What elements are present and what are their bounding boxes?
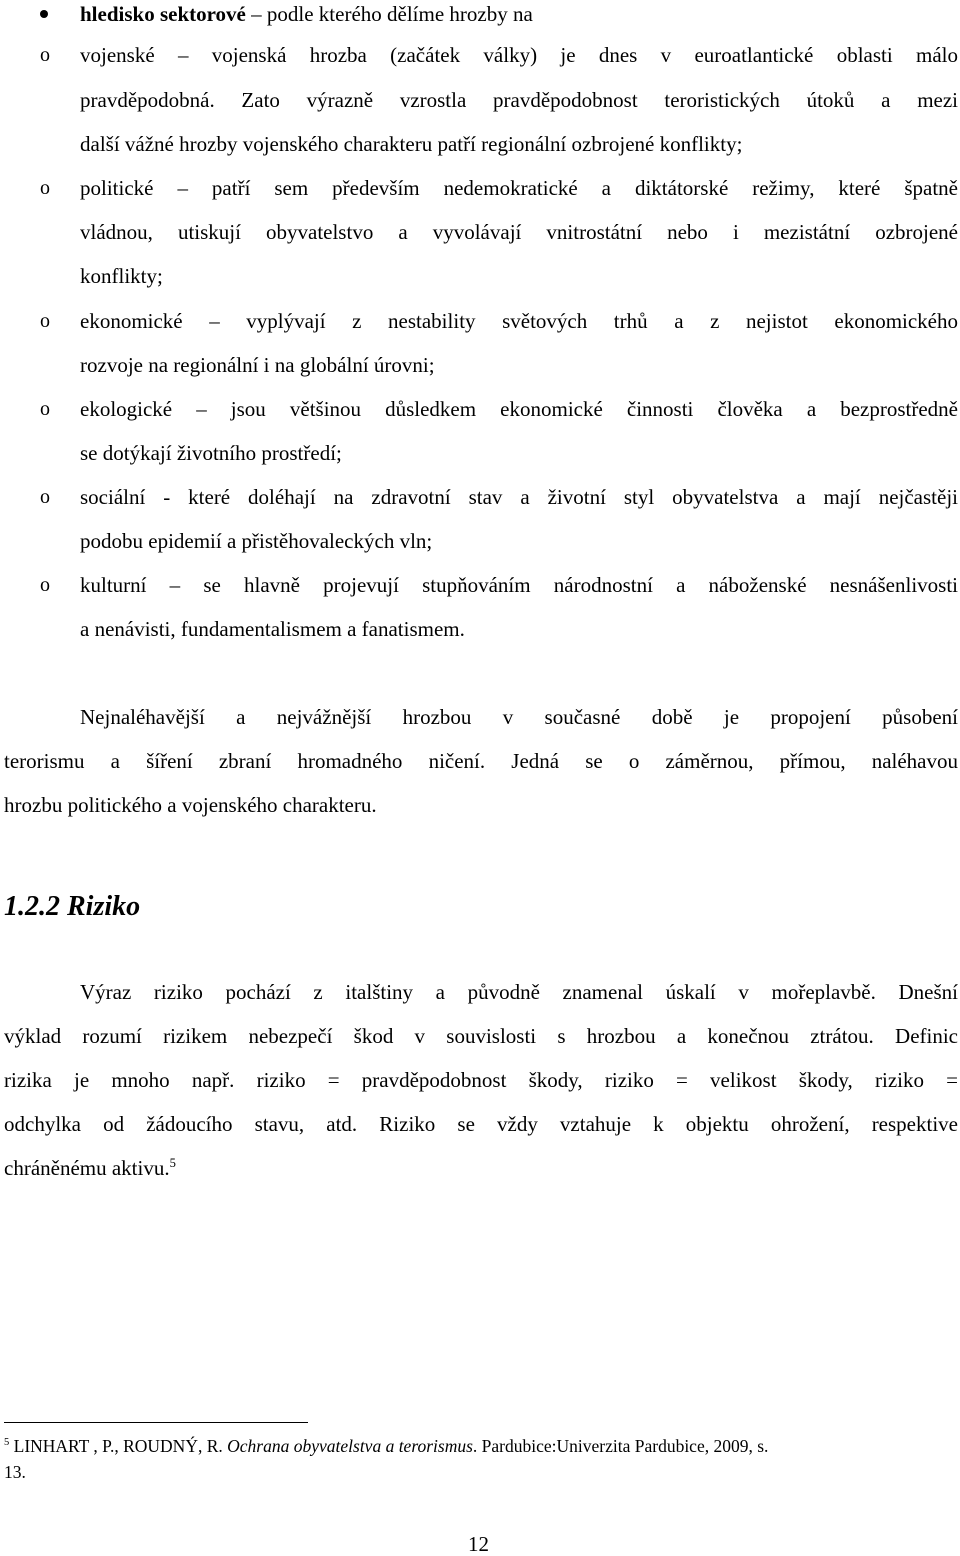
military-line-1: vojenské – vojenská hrozba (začátek války) je dnes v euroatlantické oblasti málo: [80, 43, 958, 67]
risk-paragraph-line-5: [4, 1158, 176, 1179]
risk-paragraph-line-2: výklad rozumí rizikem nebezpečí škod v souvislosti s hrozbou a konečnou ztrátou. Definic: [4, 1024, 958, 1048]
footnote-title: Ochrana obyvatelstva a terorismus: [227, 1436, 473, 1456]
risk-paragraph-line-3: rizika je mnoho např. riziko = pravděpodobnost škody, riziko = velikost škody, riziko =: [4, 1068, 958, 1092]
bullet-sector-label: hledisko sektorové: [80, 2, 246, 26]
military-line-2: pravděpodobná. Zato výrazně vzrostla pravděpodobnost teroristických útoků a mezi: [80, 88, 958, 112]
economic-line-2: rozvoje na regionální i na globální úrovni;: [80, 353, 435, 377]
footnote-line-2: 13.: [4, 1462, 26, 1482]
risk-paragraph-line-4: odchylka od žádoucího stavu, atd. Riziko se vždy vztahuje k objektu ohrožení, respektive: [4, 1112, 958, 1136]
cultural-line-1: kulturní – se hlavně projevují stupňováním národnostní a náboženské nesnášenlivosti: [80, 573, 958, 597]
political-line-2: vládnou, utiskují obyvatelstvo a vyvolávají vnitrostátní nebo i mezistátní ozbrojené: [80, 220, 958, 244]
ecological-line-2: se dotýkají životního prostředí;: [80, 441, 342, 465]
bullet-dot: [40, 10, 48, 18]
social-line-1: sociální - které doléhají na zdravotní stav a životní styl obyvatelstva a mají nejčastěji: [80, 485, 958, 509]
sub-bullet-marker: o: [40, 177, 50, 199]
economic-line-1: ekonomické – vyplývají z nestability světových trhů a z nejistot ekonomického: [80, 309, 958, 333]
military-line-3: další vážné hrozby vojenského charakteru patří regionální ozbrojené konflikty;: [80, 132, 743, 156]
sub-bullet-marker: o: [40, 44, 50, 66]
bullet-sector-text: – podle kterého dělíme hrozby na: [245, 2, 533, 26]
risk-paragraph-line-5-text: chráněnému aktivu.: [4, 1156, 170, 1180]
ecological-line-1: ekologické – jsou většinou důsledkem ekonomické činnosti člověka a bezprostředně: [80, 397, 958, 421]
risk-paragraph-line-1: Výraz riziko pochází z italštiny a původně znamenal úskalí v mořeplavbě. Dnešní: [80, 980, 958, 1004]
sub-bullet-marker: o: [40, 398, 50, 420]
bullet-sector-line: [80, 4, 533, 25]
footnote-separator: [4, 1422, 308, 1423]
terrorism-paragraph-line-1: Nejnaléhavější a nejvážnější hrozbou v současné době je propojení působení: [80, 705, 958, 729]
footnote-line-1: [4, 1438, 768, 1456]
sub-bullet-marker: o: [40, 574, 50, 596]
political-line-3: konflikty;: [80, 264, 163, 288]
page-number: 12: [468, 1532, 489, 1556]
footnote-authors: LINHART , P., ROUDNÝ, R.: [9, 1436, 228, 1456]
footnote-reference[interactable]: 5: [169, 1156, 176, 1170]
sub-bullet-marker: o: [40, 310, 50, 332]
social-line-2: podobu epidemií a přistěhovaleckých vln;: [80, 529, 433, 553]
sub-bullet-marker: o: [40, 486, 50, 508]
cultural-line-2: a nenávisti, fundamentalismem a fanatismem.: [80, 617, 465, 641]
section-heading: 1.2.2 Riziko: [4, 891, 141, 922]
footnote-number: 5: [4, 1437, 10, 1449]
political-line-1: politické – patří sem především nedemokratické a diktátorské režimy, které špatně: [80, 176, 958, 200]
terrorism-paragraph-line-2: terorismu a šíření zbraní hromadného ničení. Jedná se o záměrnou, přímou, naléhavou: [4, 749, 958, 773]
terrorism-paragraph-line-3: hrozbu politického a vojenského charakteru.: [4, 793, 377, 817]
footnote-rest: . Pardubice:Univerzita Pardubice, 2009, s.: [472, 1436, 769, 1456]
